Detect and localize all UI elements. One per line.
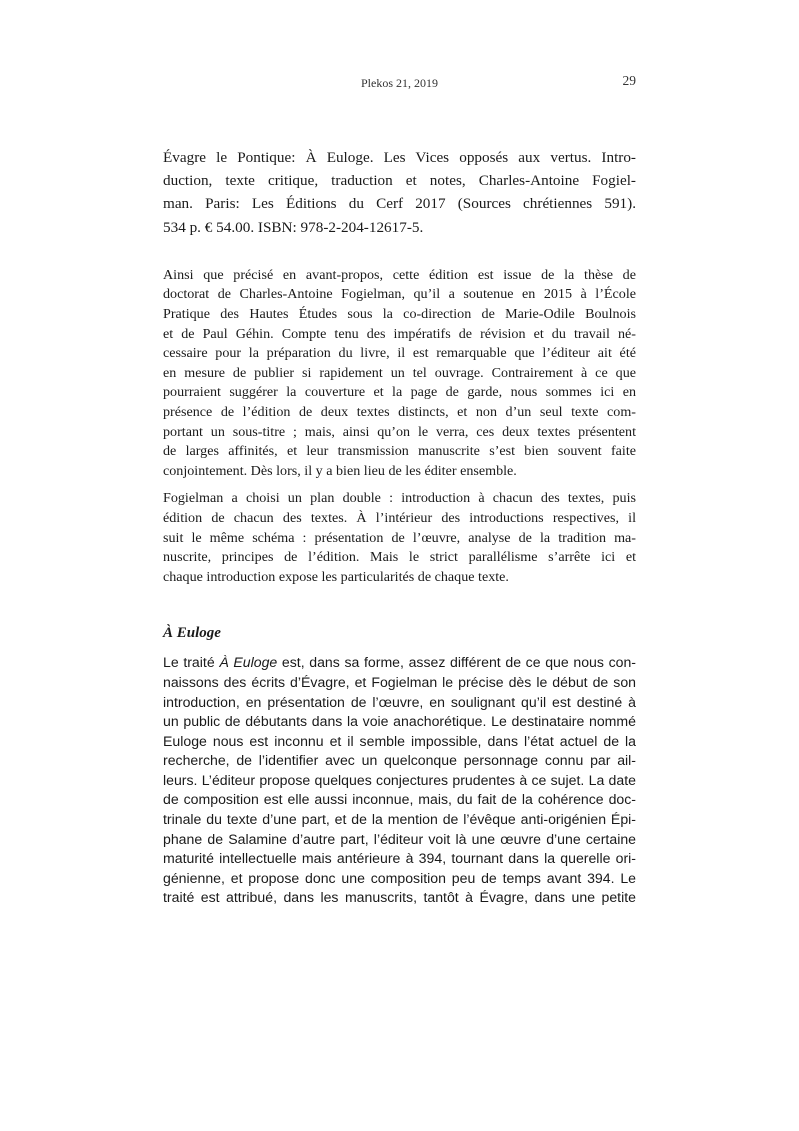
text-line: portant un sous-titre ; mais, ainsi qu’on le verra, ces deux textes présentent — [163, 423, 636, 440]
text-line: Fogielman a choisi un plan double : introduction à chacun des textes, puis — [163, 490, 636, 507]
paragraph-plan — [163, 489, 636, 587]
text-line: introduction, en présentation de l’œuvre, en soulignant qu’il est destiné à — [163, 693, 636, 710]
text-line — [163, 653, 636, 673]
text-line: en mesure de publier si rapidement un tel ouvrage. Contrairement à ce que — [163, 364, 636, 381]
citation-line: duction, texte critique, traduction et notes, Charles-Antoine Fogiel- — [163, 172, 636, 190]
section-heading: À Euloge — [163, 625, 221, 642]
review-body — [163, 266, 636, 908]
text-line: chaque introduction expose les particularités de chaque texte. — [163, 568, 509, 585]
citation-line: 534 p. € 54.00. ISBN: 978-2-204-12617-5. — [163, 218, 424, 236]
citation-line: man. Paris: Les Éditions du Cerf 2017 (Sources chrétiennes 591). — [163, 195, 636, 213]
paragraph-intro — [163, 266, 636, 482]
page-content — [163, 146, 636, 916]
text-fragment: Le traité — [163, 654, 220, 671]
text-line: présence de l’édition de deux textes distincts, et non d’un seul texte com- — [163, 403, 636, 420]
text-line: phane de Salamine d’autre part, l’éditeur voit là une œuvre d’une certaine — [163, 830, 636, 847]
paragraph-euloge — [163, 653, 636, 908]
page-number: 29 — [622, 73, 636, 88]
text-fragment: est, dans sa forme, assez différent de ce que nous con- — [277, 654, 636, 671]
text-line: maturité intellectuelle mais antérieure à 394, tournant dans la querelle ori- — [163, 850, 636, 867]
text-line: Euloge nous est inconnu et il semble impossible, dans l’état actuel de la — [163, 732, 636, 749]
text-line: un public de débutants dans la voie anachorétique. Le destinataire nommé — [163, 713, 636, 730]
text-line: édition de chacun des textes. À l’intérieur des introductions respectives, il — [163, 509, 636, 526]
text-line: leurs. L’éditeur propose quelques conjectures prudentes à ce sujet. La date — [163, 771, 636, 788]
running-head: Plekos 21, 2019 — [360, 76, 438, 90]
text-line: traité est attribué, dans les manuscrits, tantôt à Évagre, dans une petite — [163, 889, 636, 906]
text-line: trinale du texte d’une part, et de la mention de l’évêque anti-origénien Épi- — [163, 811, 636, 828]
text-line: Pratique des Hautes Études sous la co-direction de Marie-Odile Boulnois — [163, 306, 636, 322]
text-line: cessaire pour la préparation du livre, il est remarquable que l’éditeur ait été — [163, 345, 636, 362]
text-line: suit le même schéma : présentation de l’œuvre, analyse de la tradition ma- — [163, 529, 636, 546]
text-line: de composition est elle aussi inconnue, mais, du fait de la cohérence doc- — [163, 791, 636, 808]
text-line: et de Paul Géhin. Compte tenu des impératifs de révision et du travail né- — [163, 325, 636, 342]
text-line: génienne, et propose donc une composition peu de temps avant 394. Le — [163, 869, 636, 886]
text-line: nuscrite, principes de l’édition. Mais le strict parallélisme s’arrête ici et — [163, 549, 636, 566]
citation-line: Évagre le Pontique: À Euloge. Les Vices opposés aux vertus. Intro- — [163, 149, 636, 166]
text-line: de larges affinités, et leur transmission manuscrite s’est bien souvent faite — [163, 443, 636, 460]
text-line: pourraient suggérer la couverture et la page de garde, nous sommes ici en — [163, 384, 636, 401]
text-line: naissons des écrits d’Évagre, et Fogielman le précise dès le début de son — [163, 673, 636, 690]
work-title: À Euloge — [219, 654, 278, 671]
text-line: recherche, de l’identifier avec un quelconque personnage connu par ail- — [163, 752, 636, 769]
book-citation — [163, 146, 636, 239]
text-line: Ainsi que précisé en avant-propos, cette édition est issue de la thèse de — [163, 266, 636, 283]
text-line: doctorat de Charles-Antoine Fogielman, qu’il a soutenue en 2015 à l’École — [163, 286, 636, 303]
text-line: conjointement. Dès lors, il y a bien lieu de les éditer ensemble. — [163, 462, 517, 479]
